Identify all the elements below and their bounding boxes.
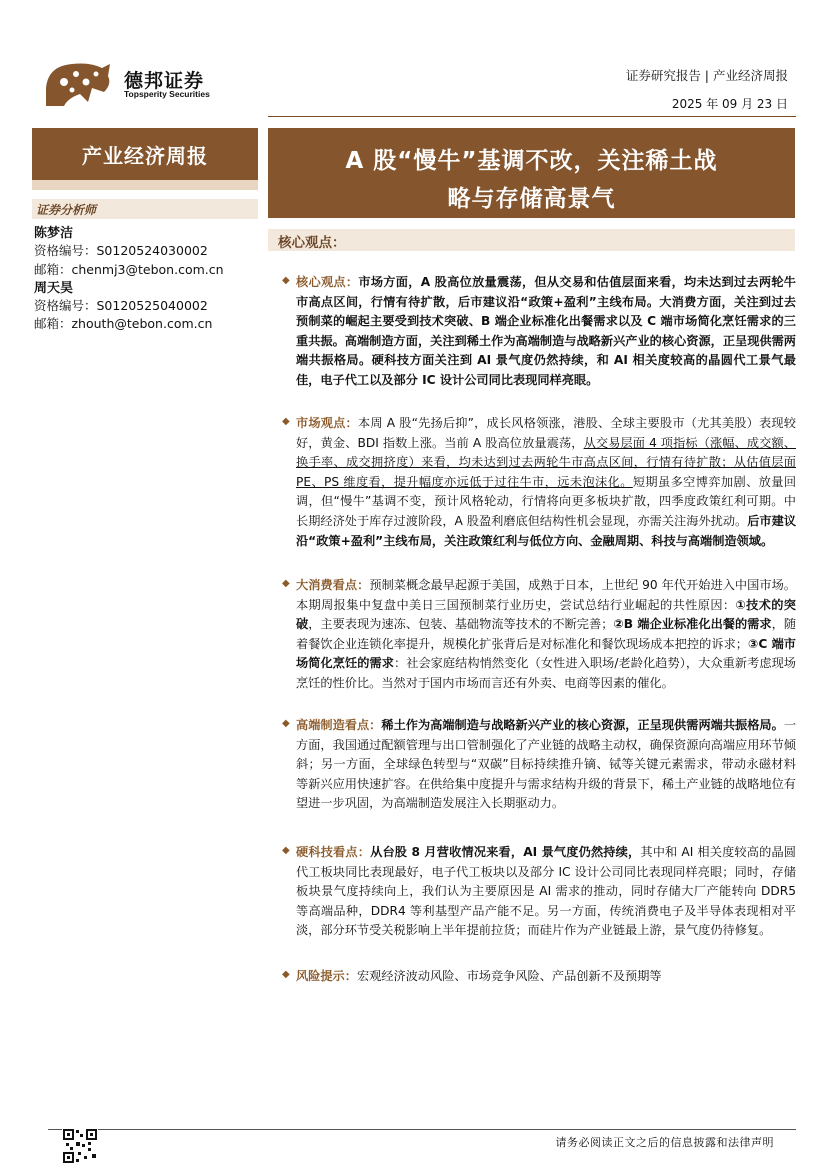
report-type: 证券研究报告 | 产业经济周报: [625, 68, 788, 83]
bullet-icon: ◆: [282, 578, 290, 589]
company-logo: [42, 58, 114, 110]
section-paragraph: [296, 967, 796, 987]
section-text: 本周 A 股“先扬后抑”，成长风格领涨，港股、全球主要股市（尤其美股）表现较好，黄金、BDI 指数上涨。当前 A 股高位放量震荡，: [296, 416, 796, 450]
section-label: 高端制造看点：: [296, 718, 382, 732]
report-title-line1: A 股“慢牛”基调不改，关注稀土战: [345, 148, 718, 174]
footer-divider: [48, 1129, 796, 1130]
section-label: 核心观点：: [296, 275, 359, 289]
bullet-icon: ◆: [282, 845, 290, 856]
section-text: 稀土作为高端制造与战略新兴产业的核心资源，正呈现供需两端共振格局。: [381, 718, 784, 732]
analyst-header-label: 证券分析师: [36, 203, 97, 217]
analyst-header: [32, 199, 258, 219]
section-text: ，主要表现为速冻、包装、基础物流等技术的不断完善；: [308, 617, 614, 632]
section-label: 市场观点：: [296, 416, 358, 430]
bullet-icon: ◆: [282, 275, 290, 286]
report-category-label: 产业经济周报: [82, 144, 208, 168]
section-label: 风险提示：: [296, 969, 357, 983]
report-title-line2: 略与存储高景气: [447, 186, 616, 212]
report-date: 2025 年 09 月 23 日: [671, 97, 788, 111]
section-paragraph: [296, 576, 796, 694]
bullet-icon: ◆: [282, 969, 290, 980]
disclaimer-text: 请务必阅读正文之后的信息披露和法律声明: [555, 1136, 774, 1149]
section-paragraph: [296, 273, 796, 391]
core-view-header-label: 核心观点：: [278, 235, 346, 251]
section-paragraph: [296, 716, 796, 814]
bullet-icon: ◆: [282, 718, 290, 729]
section-label: 硬科技看点：: [296, 845, 371, 859]
section-text: 短期虽多空博弈加剧、放量回调，但“慢牛”基调不变，预计风格轮动，行情将向更多板块扩散，四季度政策红利可期。中长期经济处于库存过渡阶段，A 股盈利磨底但结构性机会显现，亦需关注海外扰动。: [296, 474, 797, 528]
company-name-en: Topsperity Securities: [124, 89, 210, 99]
qr-code-icon: [62, 1128, 98, 1164]
report-category-banner: [32, 128, 258, 180]
company-name-cn: 德邦证券: [124, 70, 205, 92]
analyst-cert: 资格编号：S0120524030002: [34, 243, 208, 258]
report-title-box: [268, 128, 795, 218]
section-label: 大消费看点：: [296, 578, 370, 592]
section-text: 其中和 AI 相关度较高的晶圆代工板块同比表现最好，电子代工板块以及部分 IC 设计公司同比表现同样亮眼；同时，存储板块景气度持续向上，我们认为主要原因是 AI 需求的推动，同时存储大厂产能转向 DDR5 等高端品种，DDR4 等利基型产品产能不足。另一方面，传统消费电子及半导体表现相对平淡，部分环节受关税影响上半年提前拉货；而硅片作为产业链最上游，景气度仍待修复。: [296, 845, 796, 938]
section-paragraph: [296, 414, 796, 551]
section-text: 一方面，我国通过配额管理与出口管制强化了产业链的战略主动权，确保资源向高端应用环节倾斜；另一方面，全球绿色转型与“双碳”目标持续推升镝、铽等关键元素需求，带动永磁材料等新兴应用快速扩容。在供给集中度提升与需求结构升级的背景下，稀土产业链的战略地位有望进一步巩固，为高端制造发展注入长期驱动力。: [296, 718, 797, 811]
section-paragraph: [296, 843, 796, 941]
section-text: 市场方面，A 股高位放量震荡，但从交易和估值层面来看，均未达到过去两轮牛市高点区间，行情有待扩散，后市建议沿“政策+盈利”主线布局。大消费方面，关注到过去预制菜的崛起主要受到技术突破、B 端企业标准化出餐需求以及 C 端市场简化烹饪需求的三重共振。高端制造方面，关注到稀土作为高端制造与战略新兴产业的核心资源，正呈现供需两端共振格局。硬科技方面关注到 AI 景气度仍然持续，和 AI 相关度较高的晶圆代工景气最佳，电子代工以及部分 IC 设计公司同比表现同样亮眼。: [296, 275, 796, 387]
section-text: 后市建议沿“政策+盈利”主线布局，关注政策红利与低位方向、金融周期、科技与高端制造领域。: [296, 513, 797, 548]
analyst-email[interactable]: 邮箱：zhouth@tebon.com.cn: [34, 316, 213, 331]
analyst-name: 陈梦洁: [34, 226, 74, 241]
analyst-cert: 资格编号：S0120525040002: [34, 298, 208, 313]
section-text: 宏观经济波动风险、市场竞争风险、产品创新不及预期等: [356, 969, 662, 983]
section-text: ②B 端企业标准化出餐的需求: [613, 617, 772, 632]
bullet-icon: ◆: [282, 416, 290, 427]
banner-underline: [32, 180, 258, 190]
section-text: 预制菜概念最早起源于美国，成熟于日本，上世纪 90 年代开始进入中国市场。本期周报集中复盘中美日三国预制菜行业历史，尝试总结行业崛起的共性原因：: [296, 578, 796, 612]
core-view-header: [268, 229, 795, 251]
analyst-name: 周天昊: [34, 281, 74, 296]
section-text: ：社会家庭结构悄然变化（女性进入职场/老龄化趋势），大众重新考虑现场烹饪的性价比。当然对于国内市场而言还有外卖、电商等因素的催化。: [296, 656, 796, 690]
header-divider: [268, 116, 796, 117]
section-text: ③C 端市场简化烹饪的需求: [296, 636, 796, 671]
section-text: ①技术的突破: [296, 597, 796, 632]
analyst-email[interactable]: 邮箱：chenmj3@tebon.com.cn: [34, 262, 224, 277]
section-text: 从交易层面 4 项指标（涨幅、成交额、换手率、成交拥挤度）来看，均未达到过去两轮牛市高点区间，行情有待扩散；从估值层面 PE、PS 维度看，提升幅度亦远低于过往牛市，远未泡沫化。: [296, 435, 796, 489]
section-text: ，随着餐饮企业连锁化率提升，规模化扩张背后是对标准化和餐饮现场成本把控的诉求；: [296, 617, 797, 651]
section-text: 从台股 8 月营收情况来看，AI 景气度仍然持续，: [370, 845, 641, 859]
